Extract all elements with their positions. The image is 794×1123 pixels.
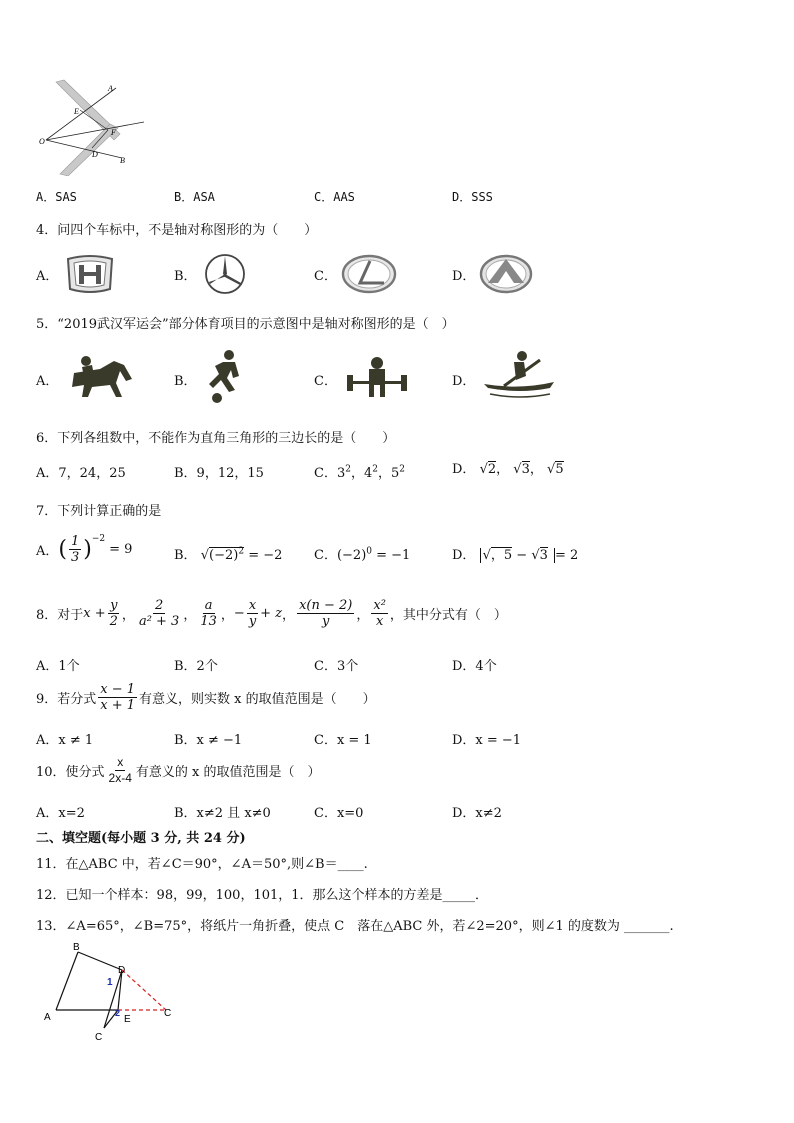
q9-fraction [98,682,137,713]
q11-stem: 11．在△ABC 中，若∠C＝90°，∠A＝50°,则∠B＝____. [36,857,368,872]
q7-c-prefix: C． [314,548,337,563]
q6-stem: 6．下列各组数中，不能作为直角三角形的三边长的是（ ） [36,431,396,446]
section-heading-fill-in: 二、填空题(每小题 3 分, 共 24 分) [36,831,246,846]
q7-option-a[interactable] [36,534,132,565]
q8-neg: − [233,606,245,621]
q9-option-a[interactable]: A．x ≠ 1 [36,733,94,748]
q8-sep: ， [282,608,296,623]
q8-f4-n: x [248,598,257,613]
q10-option-a[interactable]: A．x=2 [36,806,85,821]
q6-c-base1: 3 [336,466,346,481]
q4-option-c-letter[interactable]: C． [314,269,337,284]
sqrt-symbol-icon: √2 [479,462,497,477]
q8-f3-d: 13 [200,614,217,629]
lexus-logo-icon[interactable] [340,253,398,295]
q7-d-radicand2: 3 [539,548,548,563]
q4-stem: 4．问四个车标中，不是轴对称图形的为（ ） [36,223,318,238]
q13-stem: 13．∠A=65°，∠B=75°，将纸片一角折叠，使点 C 落在△ABC 外，若∠2=20°，则∠1 的度数为 _______. [36,919,674,934]
q7-d-rhs: = 2 [555,548,579,563]
q7-option-c[interactable] [314,544,410,563]
q5-stem: 5．“2019武汉军运会”部分体育项目的示意图中是轴对称图形的是（ ） [36,317,455,332]
q6-c-base2: ，4 [350,466,373,481]
q13-label-d: D [118,965,126,976]
q8-stem-suffix: ，其中分式有（ ） [389,608,507,623]
q6-c-exp2: 2 [372,464,378,475]
q10-stem-suffix: 有意义的 x 的取值范围是（ ） [135,765,321,780]
q7-option-d[interactable] [452,544,578,563]
q8-option-c[interactable]: C．3个 [314,659,359,674]
q4-option-b-letter[interactable]: B． [174,269,197,284]
q8-f1 [108,598,120,629]
abs-value-bars: √，5 − √3 [480,548,555,563]
q7-option-b[interactable] [174,544,282,563]
q7-d-prefix: D． [452,548,476,563]
q8-f4 [247,598,258,629]
q3-label-d: D [92,150,98,159]
q7-a-num: 1 [70,534,80,549]
q13-label-c-folded: C [95,1032,103,1043]
infiniti-logo-icon[interactable] [478,253,534,295]
sqrt-symbol-icon: √3 [513,462,530,477]
q10-stem [36,755,321,786]
q7-b-prefix: B． [174,548,197,563]
q3-option-a[interactable]: A．SAS [36,190,77,204]
q8-option-a[interactable]: A．1个 [36,659,80,674]
q7-c-rhs: = −1 [376,548,411,563]
q10-option-b[interactable]: B．x≠2 且 x≠0 [174,806,271,821]
q9-den: x + 1 [100,698,136,713]
q8-f5-n: x(n − 2) [299,598,353,613]
q10-den: 2x-4 [108,771,132,785]
q3-label-a: A [108,84,113,93]
q7-c-exp: 0 [366,546,372,557]
q7-a-exp: −2 [91,534,106,544]
q6-d-radicand1: 2 [487,462,497,477]
q3-label-o: O [39,137,45,146]
q3-option-c[interactable]: C．AAS [314,190,355,204]
q10-stem-prefix: 10．使分式 [36,765,105,780]
q8-sep: ， [183,608,197,623]
q5-option-a-letter[interactable]: A． [36,374,59,389]
q10-option-d[interactable]: D．x≠2 [452,806,502,821]
q13-label-e: E [124,1014,131,1025]
q5-option-b-letter[interactable]: B． [174,374,197,389]
q8-expr1: x + [83,606,106,621]
q9-option-c[interactable]: C．x = 1 [314,733,372,748]
q6-c-prefix: C． [314,466,337,481]
q9-option-d[interactable]: D．x = −1 [452,733,522,748]
q8-sep: ， [121,608,135,623]
q12-stem: 12．已知一个样本：98，99，100，101，1．那么这个样本的方差是_____． [36,888,489,903]
q3-label-f: F [111,128,116,137]
q13-label-angle2: 2 [115,1008,121,1018]
q13-label-angle1: 1 [107,977,113,988]
q6-d-prefix: D． [452,462,476,477]
q8-stem [36,598,507,629]
q8-option-d[interactable]: D．4个 [452,659,497,674]
q4-option-d-letter[interactable]: D． [452,269,476,284]
q7-a-den: 3 [70,550,80,565]
q7-stem: 7．下列计算正确的是 [36,504,162,519]
q7-a-fraction [69,534,81,565]
q10-fraction [107,755,134,786]
q8-stem-prefix: 8．对于 [36,608,84,623]
q7-d-radicand1: ，5 [490,548,513,563]
q8-f2-d: a² + 3 [138,614,180,629]
q8-option-b[interactable]: B．2个 [174,659,218,674]
q8-f4-d: y [248,614,257,629]
q8-f5 [297,598,354,629]
q7-c-base: (−2) [336,548,367,563]
q5-option-c-letter[interactable]: C． [314,374,337,389]
q8-sep: ， [356,608,370,623]
q8-plus-z: + z [260,606,283,621]
q13-label-a: A [44,1012,51,1023]
q13-label-c-orig: C [164,1008,172,1019]
canoe-icon[interactable] [480,350,558,402]
q8-sep: ， [220,608,234,623]
q7-a-rhs: = 9 [109,542,133,557]
q7-b-radicand [209,547,244,563]
q3-geometry-figure [38,78,150,176]
q8-f3 [198,598,219,629]
q7-a-prefix: A． [36,544,59,559]
q8-f5-d: y [322,614,330,629]
mercedes-logo-icon[interactable] [203,253,247,295]
q10-num: x [117,755,124,769]
q8-f6 [371,598,388,629]
q6-option-d[interactable]: D． √2， √3， √5 [452,462,564,477]
q4-option-a-letter[interactable]: A． [36,269,59,284]
equestrian-icon[interactable] [66,353,138,399]
q9-stem-prefix: 9．若分式 [36,692,97,707]
q3-option-d[interactable]: D．SSS [452,190,493,204]
q8-f6-n: x² [373,598,386,613]
q7-b-exp: 2 [238,546,245,557]
sqrt-symbol-icon: √5 [547,462,564,477]
q8-f3-n: a [204,598,213,613]
paren-close-icon: ) [83,537,92,562]
q7-b-rhs: = −2 [248,548,283,563]
q6-option-c[interactable] [314,462,405,481]
q8-f6-d: x [375,614,384,629]
q6-c-base3: ，5 [377,466,400,481]
football-icon[interactable] [205,348,245,406]
q10-option-c[interactable]: C．x=0 [314,806,364,821]
q13-label-b: B [73,942,80,953]
q8-f1-n: y [110,598,118,613]
q6-c-exp3: 2 [399,464,405,475]
q9-num: x − 1 [100,682,136,697]
q6-option-a[interactable]: A．7，24，25 [36,466,126,481]
q13-fold-triangle-figure [40,940,180,1044]
q8-f2-n: 2 [154,598,164,613]
sqrt-symbol-icon: √ [200,548,209,563]
q3-label-e: E [74,107,79,116]
q3-option-b[interactable]: B．ASA [174,190,215,204]
q6-d-radicand2: 3 [521,462,530,477]
q8-f2 [137,598,181,629]
q9-stem-suffix: 有意义，则实数 x 的取值范围是（ ） [139,692,376,707]
honda-logo-icon[interactable] [64,253,116,295]
q9-option-b[interactable]: B．x ≠ −1 [174,733,243,748]
q8-f1-d: 2 [109,614,118,629]
q6-option-b[interactable]: B．9，12，15 [174,466,264,481]
q6-c-exp1: 2 [345,464,351,475]
q9-stem [36,682,376,713]
q5-option-d-letter[interactable]: D． [452,374,476,389]
weightlifting-icon[interactable] [343,353,411,399]
q7-b-base: (−2) [209,548,239,563]
q6-d-radicand3: 5 [555,462,564,477]
q3-label-b: B [120,156,125,165]
paren-open-icon: ( [58,537,67,562]
